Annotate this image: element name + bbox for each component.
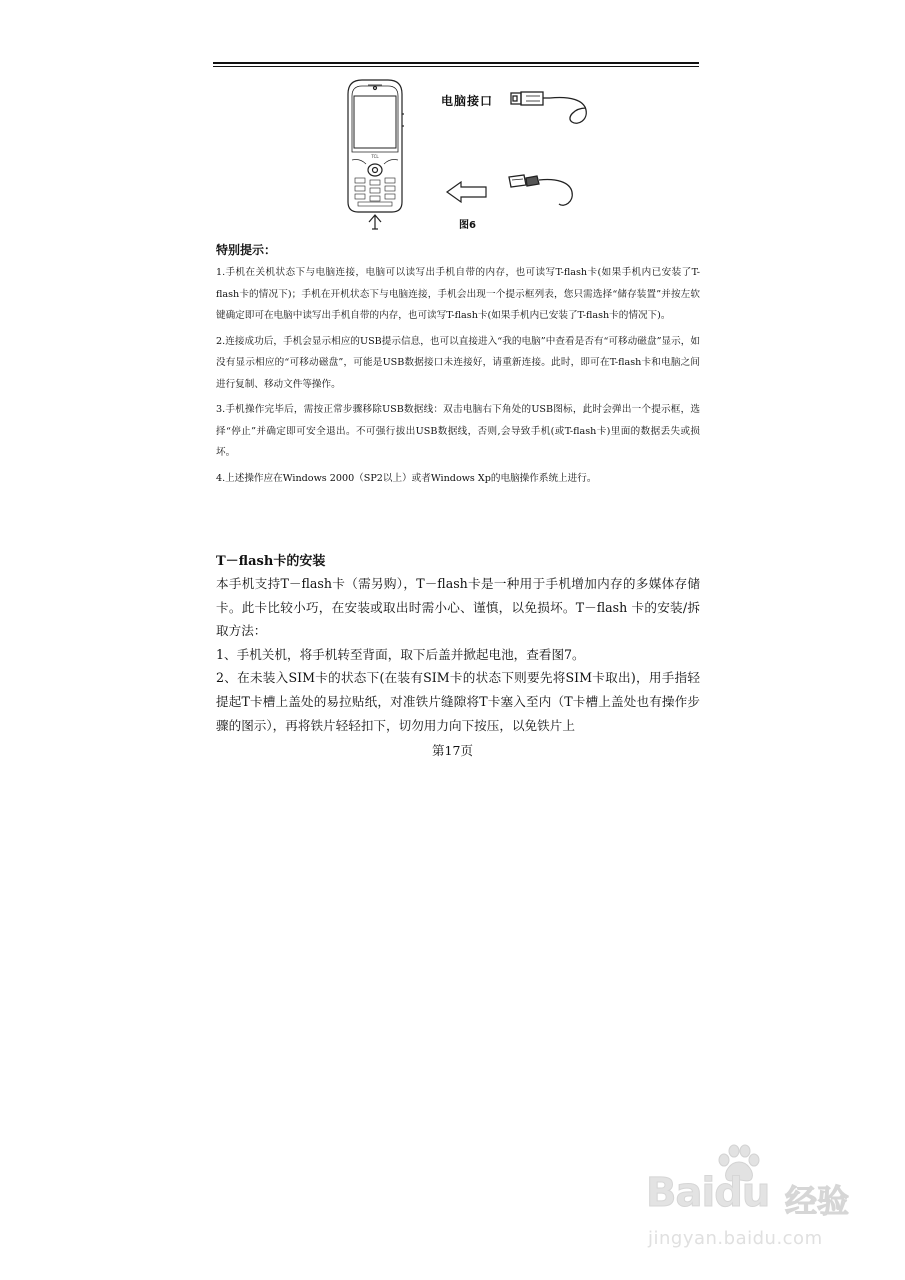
phone-brand-label: TCL [371, 154, 379, 159]
usb-plug-top-icon [511, 92, 586, 123]
section-paragraph-step-2: 2、在未装入SIM卡的状态下(在装有SIM卡的状态下则要先将SIM卡取出)，用手指轻提起T卡槽上盖处的易拉贴纸，对准铁片缝隙将T卡塞入至内（T卡槽上盖处也有操作步骤的图示），再将铁片轻轻扣下，切勿用力向下按压，以免铁片上 [216, 670, 700, 733]
pc-interface-label: 电脑接口 [441, 94, 494, 108]
watermark-url: jingyan.baidu.com [648, 1228, 823, 1249]
header-rule-thick [213, 62, 699, 64]
header-rule-thin [213, 66, 699, 67]
left-arrow-icon [447, 182, 486, 202]
figure-usb-connection [340, 74, 605, 236]
section-paragraph-intro: 本手机支持T－flash卡（需另购），T－flash卡是一种用于手机增加内存的多媒体存储卡。此卡比较小巧，在安装或取出时需小心、谨慎，以免损坏。T－flash 卡的安装/拆取方法： [216, 576, 700, 639]
up-arrow-icon [369, 215, 381, 229]
tip-item-4: 4.上述操作应在Windows 2000（SP2以上）或者Windows Xp的电脑操作系统上进行。 [216, 472, 597, 484]
tips-list [216, 262, 700, 493]
section-body [216, 572, 700, 737]
section-paragraph-step-1: 1、手机关机，将手机转至背面，取下后盖并掀起电池，查看图7。 [216, 646, 585, 662]
tip-item-2: 2.连接成功后，手机会显示相应的USB提示信息，也可以直接进入“我的电脑”中查看是否有“可移动磁盘”显示，如没有显示相应的“可移动磁盘”，可能是USB数据接口未连接好，请重新连接。此时，即可在T-flash卡和电脑之间进行复制、移动文件等操作。 [216, 335, 700, 390]
usb-plug-bottom-icon [509, 175, 572, 205]
baidu-jingyan-watermark [640, 1140, 870, 1270]
page-number: 第17页 [432, 743, 473, 758]
figure-caption: 图6 [459, 220, 476, 231]
tip-item-1: 1.手机在关机状态下与电脑连接，电脑可以读写出手机自带的内存，也可读写T-flash卡(如果手机内已安装了T-flash卡的情况下)；手机在开机状态下与电脑连接，手机会出现一个提示框列表，您只需选择“储存装置”并按左软键确定即可在电脑中读写出手机自带的内存，也可读写T-flash卡(如果手机内已安装了T-flash卡的情况下)。 [216, 267, 700, 321]
tips-title: 特别提示： [216, 243, 277, 257]
tip-item-3: 3.手机操作完毕后，需按正常步骤移除USB数据线：双击电脑右下角处的USB图标，此时会弹出一个提示框，选择“停止”并确定即可安全退出。不可强行拔出USB数据线，否则,会导致手机(或T-flash卡)里面的数据丢失或损坏。 [216, 404, 700, 458]
section-title: T－flash卡的安装 [216, 554, 326, 569]
watermark-product: 经验 [785, 1182, 850, 1220]
phone-illustration [348, 80, 404, 212]
watermark-brand: Baidu [646, 1170, 770, 1216]
